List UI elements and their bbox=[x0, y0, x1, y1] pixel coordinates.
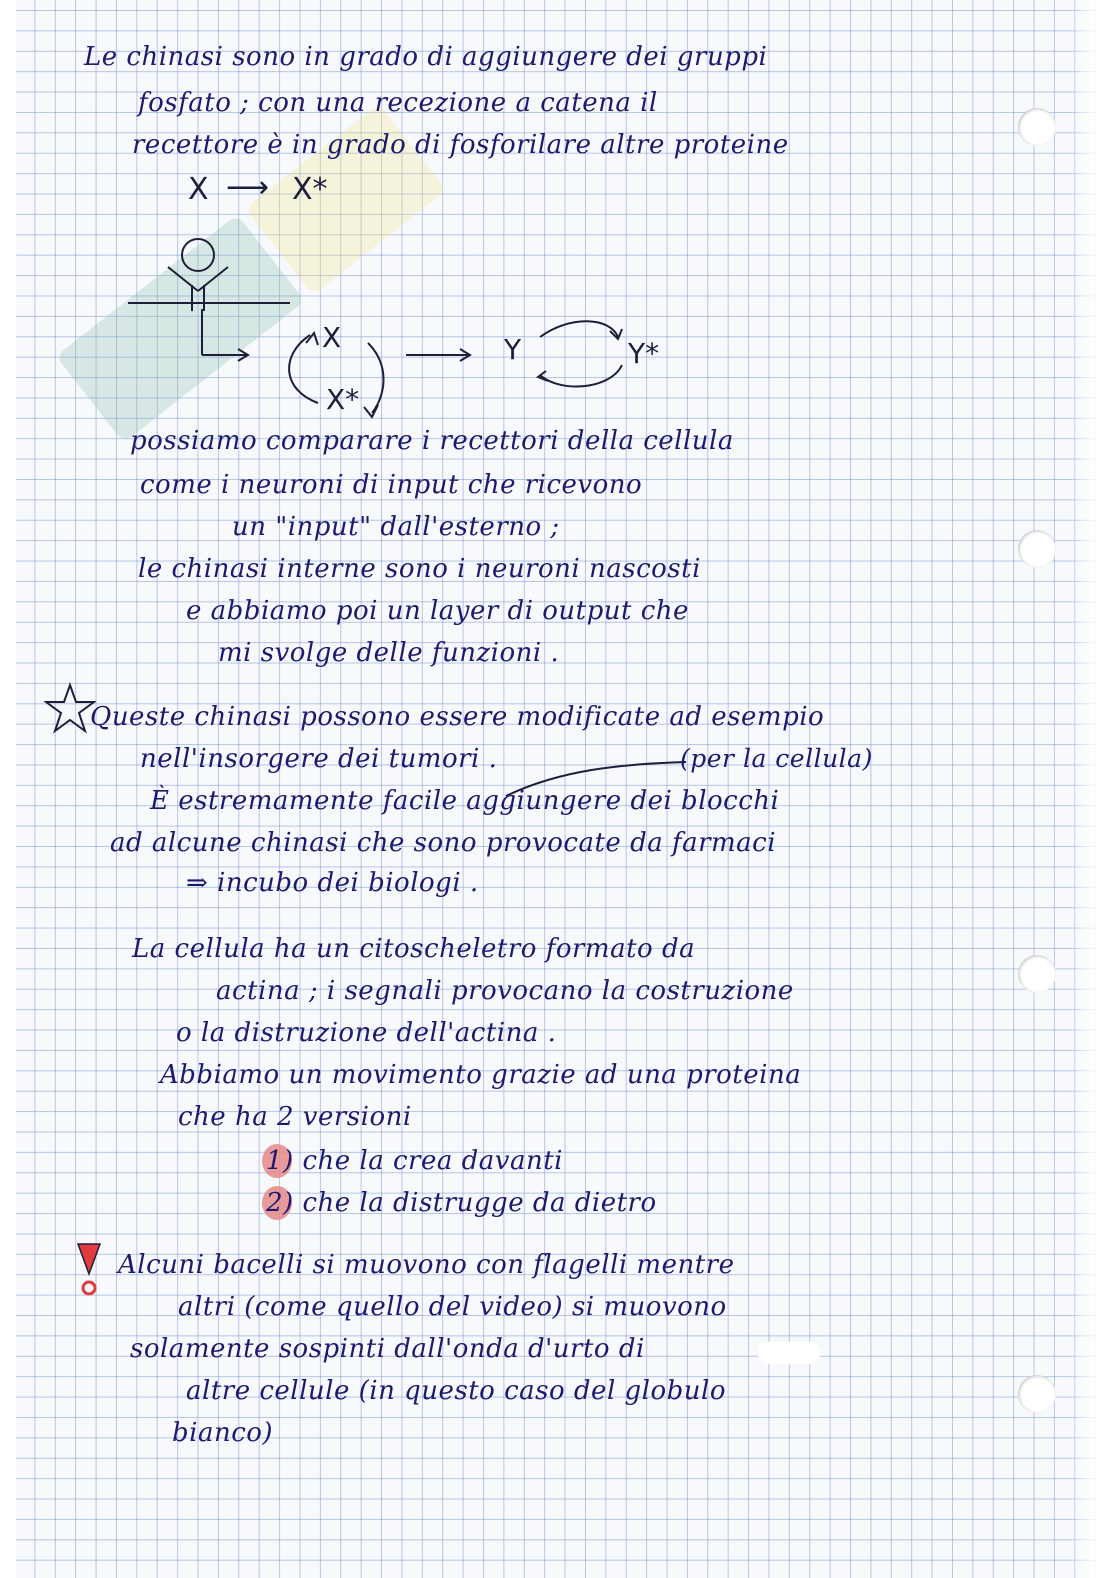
note-line-15: La cellula ha un citoscheletro formato da bbox=[132, 934, 696, 964]
note-line-13: ad alcune chinasi che sono provocate da farmaci bbox=[110, 828, 777, 858]
note-line-4: possiamo comparare i recettori della cellula bbox=[130, 426, 734, 456]
binder-hole bbox=[1018, 1375, 1056, 1413]
note-line-3: recettore è in grado di fosforilare altre proteine bbox=[132, 130, 789, 160]
note-line-20: 1) che la crea davanti bbox=[266, 1146, 563, 1176]
note-line-23: altri (come quello del video) si muovono bbox=[178, 1292, 727, 1322]
binder-hole bbox=[1018, 955, 1056, 993]
page-right-margin bbox=[1074, 0, 1116, 1578]
diagram-label-x-star: X* bbox=[326, 383, 360, 416]
note-line-10: Queste chinasi possono essere modificate ad esempio bbox=[90, 702, 825, 732]
note-line-24: solamente sospinti dall'onda d'urto di bbox=[130, 1334, 645, 1364]
note-line-21: 2) che la distrugge da dietro bbox=[266, 1188, 657, 1218]
note-line-1: Le chinasi sono in grado di aggiungere dei gruppi bbox=[84, 42, 768, 72]
note-line-25: altre cellule (in questo caso del globulo bbox=[186, 1376, 726, 1406]
note-line-2: fosfato ; con una recezione a catena il bbox=[138, 88, 658, 118]
note-line-16: actina ; i segnali provocano la costruzione bbox=[216, 976, 794, 1006]
note-line-6: un "input" dall'esterno ; bbox=[232, 512, 560, 542]
phosphorylation-equation bbox=[182, 170, 382, 212]
note-line-11: nell'insorgere dei tumori . bbox=[140, 744, 498, 774]
note-line-8: e abbiamo poi un layer di output che bbox=[186, 596, 689, 626]
note-line-18: Abbiamo un movimento grazie ad una proteina bbox=[160, 1060, 802, 1090]
correction-smudge bbox=[758, 1342, 820, 1364]
equation-arrow: ⟶ bbox=[226, 170, 270, 205]
star-icon bbox=[44, 682, 96, 734]
binder-hole bbox=[1018, 108, 1056, 146]
diagram-label-y-star: Y* bbox=[628, 337, 660, 370]
exclamation-icon bbox=[74, 1240, 104, 1300]
note-line-5: come i neuroni di input che ricevono bbox=[140, 470, 643, 500]
equation-left: X bbox=[188, 172, 209, 207]
note-line-7: le chinasi interne sono i neuroni nascosti bbox=[138, 554, 701, 584]
note-line-9: mi svolge delle funzioni . bbox=[218, 638, 560, 668]
note-line-22: Alcuni bacelli si muovono con flagelli mentre bbox=[118, 1250, 735, 1280]
diagram-label-y: Y bbox=[504, 333, 522, 366]
note-line-12: È estremamente facile aggiungere dei blocchi bbox=[150, 786, 780, 816]
diagram-label-x: X bbox=[322, 321, 342, 354]
equation-right: X* bbox=[292, 172, 328, 207]
note-line-26: bianco) bbox=[172, 1418, 274, 1448]
note-line-19: che ha 2 versioni bbox=[178, 1102, 412, 1132]
signal-cascade-diagram bbox=[110, 225, 730, 435]
binder-hole bbox=[1018, 530, 1056, 568]
diagram-drawing bbox=[110, 225, 730, 435]
note-line-14: ⇒ incubo dei biologi . bbox=[186, 868, 479, 898]
note-annotation-per-la-cellula: (per la cellula) bbox=[680, 744, 873, 773]
note-line-17: o la distruzione dell'actina . bbox=[176, 1018, 557, 1048]
